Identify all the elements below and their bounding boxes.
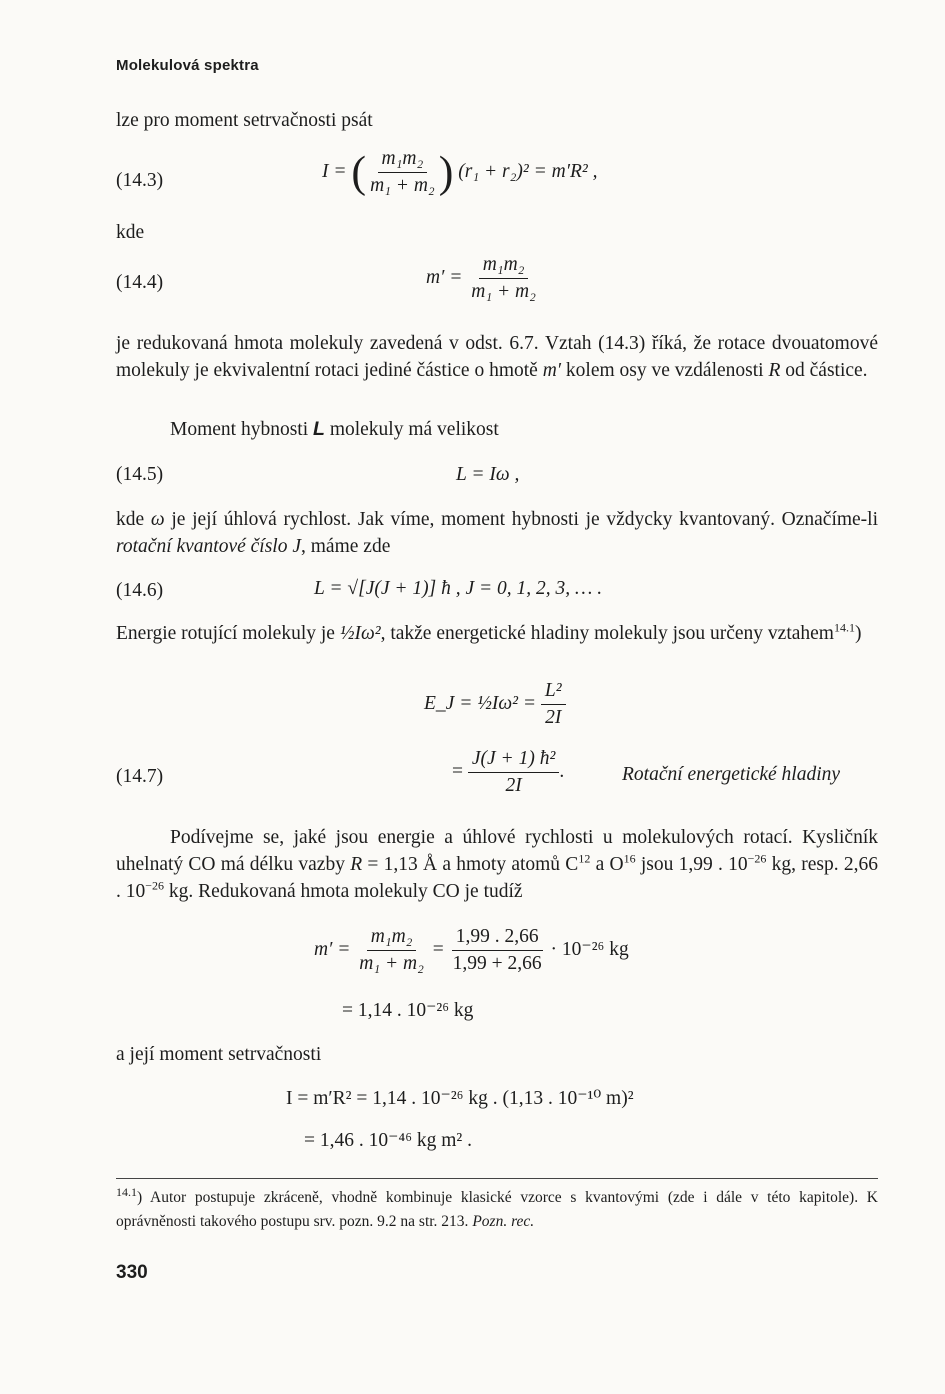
footnote: $^{14.1}$) Autor postupuje zkráceně, vhodně kombinuje klasické vzorce s kvantovými (zde i dále v této kapitole). K oprávněnosti takového postupu srv. pozn. 9.2 na str. 213. Pozn. rec. — [116, 1184, 878, 1230]
calculation-reduced-mass: m′ = $\frac{\text{m₁m₂}}{\text{m₁ + m₂}}$ = $\frac{1,99 . 2,66}{1,99 + 2,66}$ · 10⁻²⁶ kg — [314, 926, 629, 974]
equation-number-14-3: (14.3) — [116, 170, 164, 191]
footnote-mark: 14.1 — [116, 1184, 137, 1199]
paragraph-reduced-mass: je redukovaná hmota molekuly zavedená v odst. 6.7. Vztah (14.3) říká, že rotace dvouatomové molekuly je ekvivalentní rotaci jediné částice o hmotě m′ kolem osy ve vzdálenosti R od částice. — [116, 333, 878, 381]
equation-number-14-7: (14.7) — [116, 766, 164, 787]
eq-14-3-lhs: I = — [322, 160, 347, 182]
equation-14-7-label: Rotační energetické hladiny — [622, 764, 841, 785]
equation-14-7-line-2: = $\frac{\text{J(J + 1) ħ²}}{2I}$ . — [452, 748, 565, 796]
moment-intro: a její moment setrvačnosti — [116, 1044, 322, 1065]
calculation-reduced-mass-result: = 1,14 . 10⁻²⁶ kg — [342, 1000, 474, 1021]
equation-number-14-5: (14.5) — [116, 464, 164, 485]
paragraph-energy: Energie rotující molekuly je ½Iω², takže energetické hladiny molekuly jsou určeny vztahem$^{14.1}$) — [116, 620, 862, 644]
page-number: 330 — [116, 1262, 148, 1283]
right-paren: ) — [438, 147, 454, 197]
equation-number-14-6: (14.6) — [116, 580, 164, 601]
calculation-moment-of-inertia: I = m′R² = 1,14 . 10⁻²⁶ kg . (1,13 . 10⁻¹⁰ m)² — [286, 1088, 634, 1109]
calculation-moment-result: = 1,46 . 10⁻⁴⁶ kg m² . — [304, 1130, 473, 1151]
equation-14-5: L = Iω , — [456, 464, 520, 485]
equation-14-6: L = √[J(J + 1)] ħ , J = 0, 1, 2, 3, … . — [314, 578, 603, 599]
eq-14-3-rest: (r₁ + r₂)² = m′R² , — [458, 160, 598, 182]
equation-14-3 — [322, 148, 597, 197]
equation-14-7-line-1: E_J = ½Iω² = $\frac{\text{L²}}{2I}$ — [424, 680, 566, 729]
footnote-ref: 14.1 — [833, 620, 855, 635]
eq-14-3-fraction: $\frac{\text{m₁m₂}}{\text{m₁ + m₂}}$ — [370, 148, 435, 196]
paragraph-quantization: kde ω je její úhlová rychlost. Jak víme, moment hybnosti je vždycky kvantovaný. Označíme-li rotační kvantové číslo J, máme zde — [116, 509, 879, 557]
running-header: Molekulová spektra — [116, 57, 259, 74]
eq-14-4-fraction: $\frac{\text{m₁m₂}}{\text{m₁ + m₂}}$ — [471, 254, 536, 302]
intro-line: lze pro moment setrvačnosti psát — [116, 110, 373, 131]
paragraph-co-molecule: Podívejme se, jaké jsou energie a úhlové rychlosti u molekulových rotací. Kysličník uhelnatý CO má délku vazby R = 1,13 Å a hmoty atomů $C^{12}$ a $O^{16}$ jsou 1,99 . $10^{-26}$ kg, resp. 2,66 . $10^{-26}$ kg. Redukovaná hmota molekuly CO je tudíž — [116, 827, 878, 902]
equation-14-4: m′ = $\frac{\text{m₁m₂}}{\text{m₁ + m₂}}$ — [426, 254, 540, 303]
kde-word: kde — [116, 222, 145, 243]
left-paren: ( — [351, 147, 367, 197]
equation-number-14-4: (14.4) — [116, 272, 164, 293]
paragraph-angular-momentum: Moment hybnosti L molekuly má velikost — [170, 418, 499, 440]
footnote-rule — [116, 1178, 878, 1179]
